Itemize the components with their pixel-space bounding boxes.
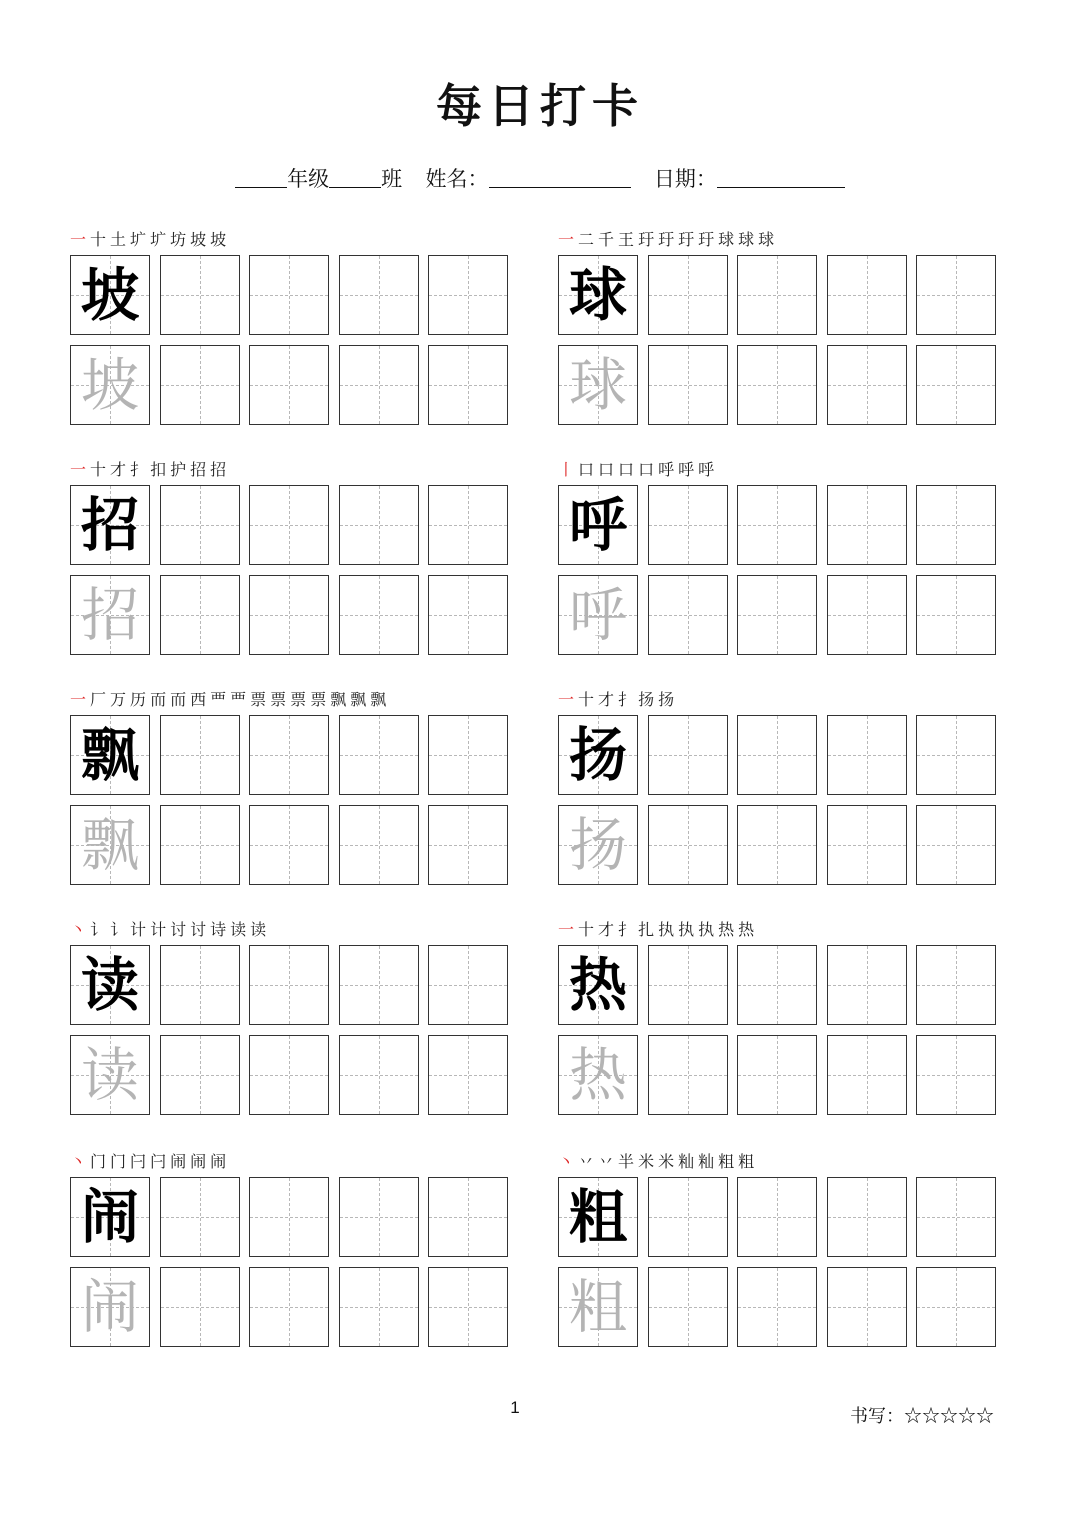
tianzige-cell: [558, 485, 638, 565]
stroke-step: 闹: [190, 1152, 208, 1171]
stroke-step: 玗: [638, 230, 656, 249]
trace-character: 扬: [568, 811, 627, 879]
tianzige-cell[interactable]: [827, 1267, 907, 1347]
tianzige-cell[interactable]: [428, 485, 508, 565]
char-practice-block: [558, 225, 996, 419]
stroke-step: 诗: [210, 920, 228, 939]
stroke-step: 籼: [678, 1152, 696, 1171]
tianzige-cell[interactable]: [428, 945, 508, 1025]
trace-row: [70, 805, 508, 885]
tianzige-cell[interactable]: [737, 345, 817, 425]
stroke-step: 球: [758, 230, 776, 249]
tianzige-cell[interactable]: [428, 715, 508, 795]
stroke-step: 闹: [170, 1152, 188, 1171]
tianzige-cell[interactable]: [249, 945, 329, 1025]
stroke-step: 球: [718, 230, 736, 249]
stroke-step: 扬: [658, 690, 676, 709]
stroke-step: 计: [130, 920, 148, 939]
stroke-step: 口: [598, 460, 616, 479]
stroke-step: 票: [250, 690, 268, 709]
model-character: 招: [80, 491, 139, 559]
name-blank[interactable]: [489, 165, 631, 188]
model-row: [70, 945, 508, 1025]
char-practice-block: [558, 685, 996, 879]
tianzige-cell[interactable]: [916, 485, 996, 565]
stroke-step: 执: [698, 920, 716, 939]
date-blank[interactable]: [717, 165, 845, 188]
stroke-step: 讠: [110, 920, 128, 939]
stroke-order: [70, 455, 508, 485]
tianzige-cell: [70, 1267, 150, 1347]
tianzige-cell[interactable]: [916, 945, 996, 1025]
tianzige-cell: [70, 1035, 150, 1115]
stroke-step: 门: [90, 1152, 108, 1171]
tianzige-cell[interactable]: [160, 345, 240, 425]
stroke-step: 才: [598, 920, 616, 939]
tianzige-cell: [558, 255, 638, 335]
tianzige-cell[interactable]: [737, 805, 817, 885]
date-label: 日期：: [653, 167, 717, 191]
model-row: [558, 485, 996, 565]
stroke-step: 呼: [678, 460, 696, 479]
tianzige-cell: [558, 345, 638, 425]
stroke-step: 千: [598, 230, 616, 249]
tianzige-cell[interactable]: [737, 255, 817, 335]
stroke-order: [558, 1147, 996, 1177]
stroke-step: 一: [70, 460, 88, 479]
student-info-line: [0, 163, 1080, 193]
tianzige-cell[interactable]: [160, 485, 240, 565]
tianzige-cell[interactable]: [737, 1177, 817, 1257]
tianzige-cell[interactable]: [737, 945, 817, 1025]
tianzige-cell: [558, 1267, 638, 1347]
model-row: [70, 1177, 508, 1257]
stroke-step: 丶: [70, 1152, 88, 1171]
trace-character: 热: [568, 1041, 627, 1109]
stroke-step: 丶: [70, 920, 88, 939]
trace-character: 读: [80, 1041, 139, 1109]
tianzige-cell: [70, 345, 150, 425]
page-title: 每日打卡: [436, 79, 644, 133]
stroke-step: 一: [70, 230, 88, 249]
stroke-step: 票: [270, 690, 288, 709]
stroke-step: 厂: [90, 690, 108, 709]
trace-row: [70, 1267, 508, 1347]
stroke-order: [70, 225, 508, 255]
stroke-step: 读: [250, 920, 268, 939]
tianzige-cell: [70, 255, 150, 335]
grade-blank[interactable]: [235, 165, 287, 188]
stroke-step: 西: [190, 690, 208, 709]
tianzige-cell[interactable]: [916, 255, 996, 335]
stroke-step: 二: [578, 230, 596, 249]
tianzige-cell[interactable]: [339, 345, 419, 425]
model-character: 热: [568, 951, 627, 1019]
stroke-step: 一: [558, 230, 576, 249]
trace-character: 球: [568, 351, 627, 419]
stroke-step: 半: [618, 1152, 636, 1171]
stroke-step: 执: [658, 920, 676, 939]
tianzige-cell[interactable]: [339, 945, 419, 1025]
stroke-step: 才: [598, 690, 616, 709]
tianzige-cell[interactable]: [827, 485, 907, 565]
stroke-step: 丷: [578, 1152, 596, 1171]
stroke-step: 坊: [170, 230, 188, 249]
model-character: 坡: [80, 261, 139, 329]
stroke-step: 扬: [638, 690, 656, 709]
model-character: 球: [568, 261, 627, 329]
model-character: 扬: [568, 721, 627, 789]
stroke-step: 招: [210, 460, 228, 479]
tianzige-cell[interactable]: [648, 575, 728, 655]
tianzige-cell[interactable]: [339, 575, 419, 655]
tianzige-cell[interactable]: [339, 805, 419, 885]
tianzige-cell[interactable]: [249, 255, 329, 335]
tianzige-cell[interactable]: [648, 805, 728, 885]
model-row: [70, 485, 508, 565]
stroke-step: 扎: [638, 920, 656, 939]
stroke-step: 球: [738, 230, 756, 249]
tianzige-cell[interactable]: [737, 1267, 817, 1347]
tianzige-cell[interactable]: [916, 715, 996, 795]
tianzige-cell[interactable]: [339, 255, 419, 335]
tianzige-cell[interactable]: [916, 1035, 996, 1115]
tianzige-cell[interactable]: [249, 575, 329, 655]
stroke-step: 丨: [558, 460, 576, 479]
trace-row: [70, 345, 508, 425]
tianzige-cell[interactable]: [249, 805, 329, 885]
tianzige-cell[interactable]: [160, 1177, 240, 1257]
tianzige-cell: [558, 715, 638, 795]
grade-label: 年级: [287, 167, 330, 191]
tianzige-cell[interactable]: [737, 715, 817, 795]
trace-row: [70, 1035, 508, 1115]
tianzige-cell: [558, 945, 638, 1025]
model-character: 闹: [80, 1183, 139, 1251]
writing-rating: [850, 1402, 994, 1428]
tianzige-cell: [70, 945, 150, 1025]
stroke-step: 护: [170, 460, 188, 479]
stroke-step: 米: [658, 1152, 676, 1171]
trace-row: [558, 345, 996, 425]
model-character: 呼: [568, 491, 627, 559]
tianzige-cell[interactable]: [339, 1267, 419, 1347]
class-label: 班: [381, 167, 403, 191]
stroke-step: 覀: [230, 690, 248, 709]
tianzige-cell[interactable]: [648, 1177, 728, 1257]
tianzige-cell[interactable]: [339, 1177, 419, 1257]
tianzige-cell: [70, 485, 150, 565]
stroke-step: 执: [678, 920, 696, 939]
tianzige-cell[interactable]: [737, 575, 817, 655]
stroke-step: 土: [110, 230, 128, 249]
stroke-step: 玗: [658, 230, 676, 249]
tianzige-cell[interactable]: [249, 345, 329, 425]
trace-row: [558, 575, 996, 655]
stroke-step: 才: [110, 460, 128, 479]
tianzige-cell[interactable]: [916, 575, 996, 655]
trace-character: 招: [80, 581, 139, 649]
tianzige-cell[interactable]: [339, 485, 419, 565]
stroke-step: 十: [578, 920, 596, 939]
name-label: 姓名：: [425, 167, 489, 191]
tianzige-cell[interactable]: [648, 1267, 728, 1347]
stroke-step: 玗: [678, 230, 696, 249]
trace-character: 闹: [80, 1273, 139, 1341]
stroke-step: 十: [90, 460, 108, 479]
tianzige-cell: [70, 805, 150, 885]
stroke-step: 口: [618, 460, 636, 479]
tianzige-cell[interactable]: [827, 345, 907, 425]
tianzige-cell: [558, 1177, 638, 1257]
tianzige-cell[interactable]: [249, 715, 329, 795]
tianzige-cell: [70, 1177, 150, 1257]
stroke-step: 而: [170, 690, 188, 709]
stroke-step: 呼: [698, 460, 716, 479]
stroke-order: [558, 455, 996, 485]
tianzige-cell[interactable]: [916, 1267, 996, 1347]
tianzige-cell[interactable]: [160, 575, 240, 655]
stroke-order: [70, 1147, 508, 1177]
tianzige-cell[interactable]: [160, 805, 240, 885]
stroke-step: 而: [150, 690, 168, 709]
model-row: [70, 255, 508, 335]
tianzige-cell[interactable]: [249, 1035, 329, 1115]
tianzige-cell[interactable]: [249, 485, 329, 565]
stroke-step: 丶: [558, 1152, 576, 1171]
trace-row: [558, 1035, 996, 1115]
stroke-step: 坡: [210, 230, 228, 249]
stroke-step: 飘: [350, 690, 368, 709]
model-row: [70, 715, 508, 795]
model-character: 飘: [80, 721, 139, 789]
tianzige-cell[interactable]: [648, 945, 728, 1025]
stroke-step: 热: [738, 920, 756, 939]
stroke-step: 扌: [130, 460, 148, 479]
trace-row: [558, 1267, 996, 1347]
model-character: 读: [80, 951, 139, 1019]
stroke-step: 玗: [698, 230, 716, 249]
stroke-step: 扣: [150, 460, 168, 479]
model-row: [558, 1177, 996, 1257]
tianzige-cell: [558, 805, 638, 885]
tianzige-cell: [70, 575, 150, 655]
rating-label: 书写：: [850, 1406, 904, 1427]
stroke-step: 十: [578, 690, 596, 709]
tianzige-cell[interactable]: [737, 485, 817, 565]
tianzige-cell[interactable]: [160, 1035, 240, 1115]
tianzige-cell[interactable]: [916, 805, 996, 885]
stroke-step: 粗: [738, 1152, 756, 1171]
tianzige-cell[interactable]: [648, 255, 728, 335]
stroke-step: 圹: [150, 230, 168, 249]
tianzige-cell[interactable]: [160, 715, 240, 795]
stroke-step: 飘: [370, 690, 388, 709]
stroke-step: 招: [190, 460, 208, 479]
trace-character: 粗: [568, 1273, 627, 1341]
stroke-step: 读: [230, 920, 248, 939]
tianzige-cell: [70, 715, 150, 795]
tianzige-cell[interactable]: [737, 1035, 817, 1115]
stroke-step: 讨: [190, 920, 208, 939]
stroke-order: [70, 915, 508, 945]
class-blank[interactable]: [329, 165, 381, 188]
char-practice-block: [70, 685, 508, 879]
trace-row: [558, 805, 996, 885]
stroke-step: 扌: [618, 920, 636, 939]
stroke-step: 门: [110, 1152, 128, 1171]
trace-character: 飘: [80, 811, 139, 879]
stroke-order: [558, 685, 996, 715]
tianzige-cell[interactable]: [428, 805, 508, 885]
stroke-step: 口: [578, 460, 596, 479]
tianzige-cell[interactable]: [648, 715, 728, 795]
stroke-step: 热: [718, 920, 736, 939]
stroke-step: 圹: [130, 230, 148, 249]
stroke-step: 十: [90, 230, 108, 249]
trace-row: [70, 575, 508, 655]
tianzige-cell[interactable]: [428, 1177, 508, 1257]
stroke-step: 历: [130, 690, 148, 709]
model-row: [558, 715, 996, 795]
stroke-step: 票: [290, 690, 308, 709]
tianzige-cell[interactable]: [339, 715, 419, 795]
stroke-step: 籼: [698, 1152, 716, 1171]
stroke-step: 讠: [90, 920, 108, 939]
stroke-step: 丷: [598, 1152, 616, 1171]
model-character: 粗: [568, 1183, 627, 1251]
model-row: [558, 255, 996, 335]
tianzige-cell[interactable]: [827, 575, 907, 655]
char-practice-block: [70, 1147, 508, 1341]
stroke-step: 扌: [618, 690, 636, 709]
tianzige-cell[interactable]: [916, 1177, 996, 1257]
stroke-step: 口: [638, 460, 656, 479]
tianzige-cell[interactable]: [160, 1267, 240, 1347]
tianzige-cell[interactable]: [428, 1035, 508, 1115]
stroke-step: 飘: [330, 690, 348, 709]
stroke-order: [558, 915, 996, 945]
stroke-order: [70, 685, 508, 715]
tianzige-cell[interactable]: [428, 255, 508, 335]
tianzige-cell[interactable]: [160, 945, 240, 1025]
stroke-step: 票: [310, 690, 328, 709]
char-practice-block: [558, 915, 996, 1109]
stroke-step: 坡: [190, 230, 208, 249]
tianzige-cell[interactable]: [648, 345, 728, 425]
stroke-order: [558, 225, 996, 255]
char-practice-block: [70, 455, 508, 649]
char-practice-block: [70, 915, 508, 1109]
page-number: 1: [510, 1398, 520, 1417]
tianzige-cell: [558, 575, 638, 655]
tianzige-cell[interactable]: [428, 575, 508, 655]
model-row: [558, 945, 996, 1025]
rating-stars[interactable]: ☆☆☆☆☆: [904, 1406, 994, 1427]
trace-character: 坡: [80, 351, 139, 419]
stroke-step: 计: [150, 920, 168, 939]
tianzige-cell[interactable]: [827, 1035, 907, 1115]
char-practice-block: [558, 455, 996, 649]
tianzige-cell[interactable]: [916, 345, 996, 425]
stroke-step: 闩: [130, 1152, 148, 1171]
stroke-step: 万: [110, 690, 128, 709]
tianzige-cell[interactable]: [428, 1267, 508, 1347]
stroke-step: 王: [618, 230, 636, 249]
tianzige-cell[interactable]: [827, 715, 907, 795]
stroke-step: 覀: [210, 690, 228, 709]
tianzige-cell[interactable]: [827, 945, 907, 1025]
stroke-step: 讨: [170, 920, 188, 939]
char-practice-block: [70, 225, 508, 419]
char-practice-block: [558, 1147, 996, 1341]
tianzige-cell[interactable]: [648, 485, 728, 565]
tianzige-cell[interactable]: [648, 1035, 728, 1115]
tianzige-cell[interactable]: [249, 1177, 329, 1257]
tianzige-cell[interactable]: [827, 255, 907, 335]
stroke-step: 米: [638, 1152, 656, 1171]
stroke-step: 一: [558, 690, 576, 709]
stroke-step: 粗: [718, 1152, 736, 1171]
stroke-step: 一: [70, 690, 88, 709]
stroke-step: 闩: [150, 1152, 168, 1171]
trace-character: 呼: [568, 581, 627, 649]
tianzige-cell[interactable]: [827, 805, 907, 885]
tianzige-cell[interactable]: [249, 1267, 329, 1347]
tianzige-cell[interactable]: [428, 345, 508, 425]
stroke-step: 呼: [658, 460, 676, 479]
tianzige-cell[interactable]: [827, 1177, 907, 1257]
tianzige-cell[interactable]: [160, 255, 240, 335]
tianzige-cell[interactable]: [339, 1035, 419, 1115]
stroke-step: 一: [558, 920, 576, 939]
stroke-step: 闹: [210, 1152, 228, 1171]
tianzige-cell: [558, 1035, 638, 1115]
